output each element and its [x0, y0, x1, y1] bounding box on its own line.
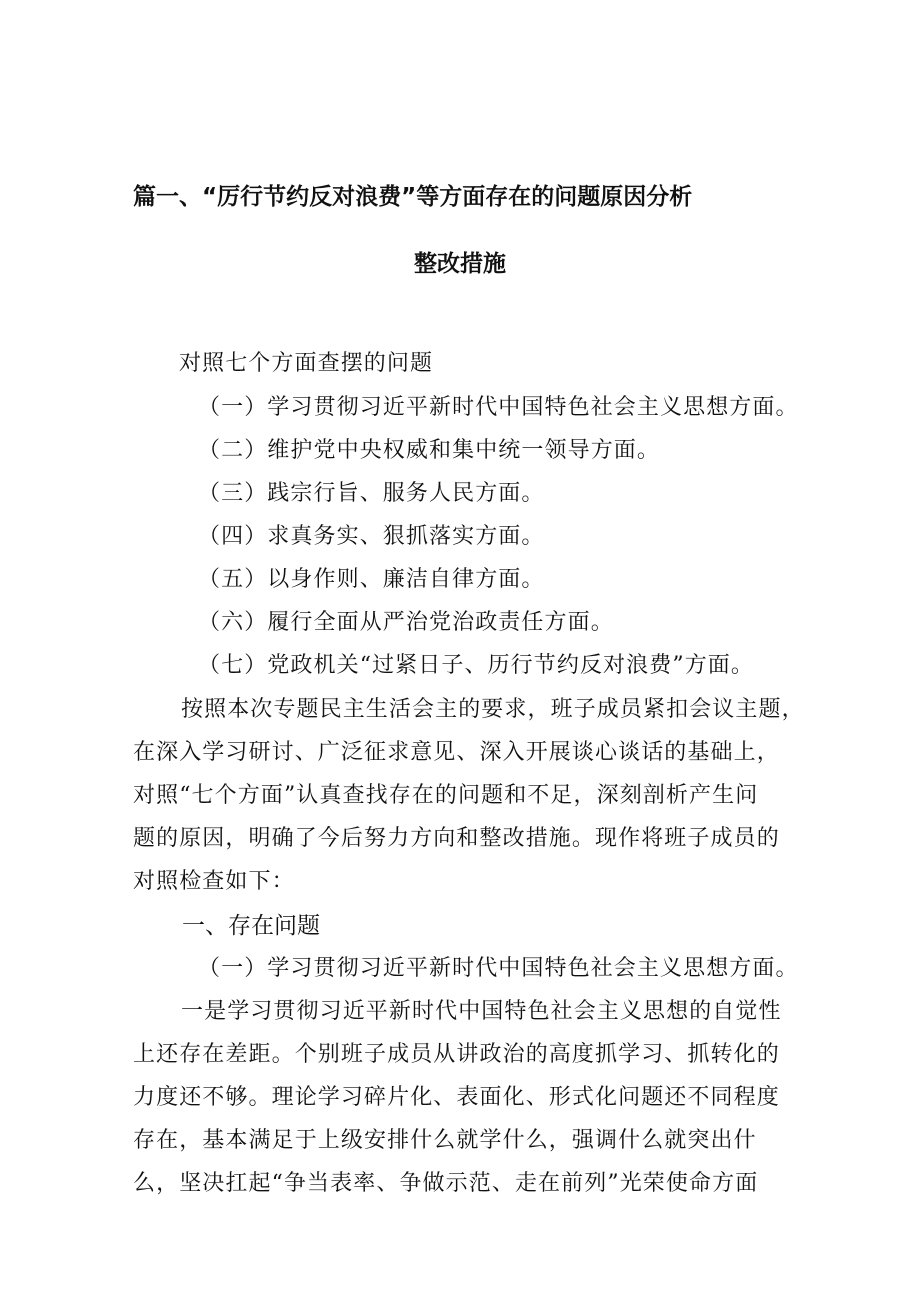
paragraph-line: 对照检查如下： [133, 869, 295, 894]
paragraph-line: 按照本次专题民主生活会主的要求，班子成员紧扣会议主题， [181, 697, 805, 722]
aspect-item: （五）以身作则、廉洁自律方面。 [198, 567, 545, 592]
paragraph-line: 一是学习贯彻习近平新时代中国特色社会主义思想的自觉性 [181, 999, 782, 1024]
document-title-line-2: 整改措施 [414, 251, 506, 277]
aspect-item: （一）学习贯彻习近平新时代中国特色社会主义思想方面。 [198, 395, 799, 420]
document-title-line-1: 篇一、“厉行节约反对浪费”等方面存在的问题原因分析 [133, 184, 693, 210]
paragraph-line: 题的原因，明确了今后努力方向和整改措施。现作将班子成员的 [133, 826, 780, 851]
intro-line: 对照七个方面查摆的问题 [179, 351, 434, 376]
paragraph-line: 么，坚决扛起“争当表率、争做示范、走在前列”光荣使命方面 [133, 1171, 759, 1196]
aspect-item: （二）维护党中央权威和集中统一领导方面。 [198, 438, 661, 463]
aspect-item: （三）践宗行旨、服务人民方面。 [198, 481, 545, 506]
paragraph-line: 上还存在差距。个别班子成员从讲政治的高度抓学习、抓转化的 [133, 1042, 780, 1067]
paragraph-line: 在深入学习研讨、广泛征求意见、深入开展谈心谈话的基础上， [133, 740, 780, 765]
section-heading: 一、存在问题 [182, 913, 320, 939]
aspect-item: （七）党政机关“过紧日子、历行节约反对浪费”方面。 [198, 653, 754, 678]
aspect-item: （六）履行全面从严治党治政责任方面。 [198, 610, 614, 635]
subsection-heading: （一）学习贯彻习近平新时代中国特色社会主义思想方面。 [198, 956, 799, 981]
paragraph-line: 力度还不够。理论学习碎片化、表面化、形式化问题还不同程度 [133, 1085, 780, 1110]
aspect-item: （四）求真务实、狠抓落实方面。 [198, 524, 545, 549]
paragraph-line: 存在，基本满足于上级安排什么就学什么，强调什么就突出什 [133, 1128, 757, 1153]
paragraph-line: 对照“七个方面”认真查找存在的问题和不足，深刻剖析产生问 [133, 783, 759, 808]
